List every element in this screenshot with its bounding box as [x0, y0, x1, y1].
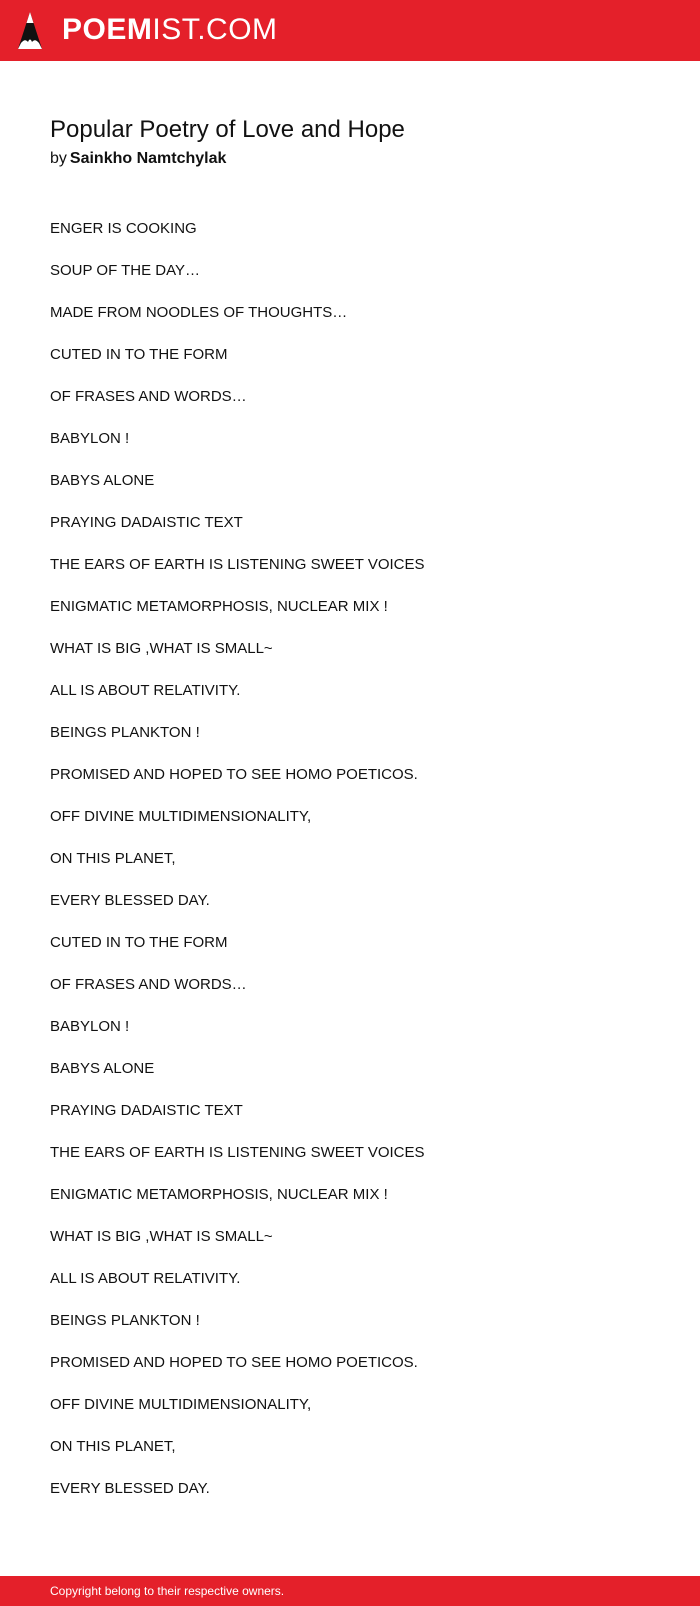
poem-line: EVERY BLESSED DAY. [50, 1480, 210, 1497]
poem-line: OF FRASES AND WORDS… [50, 388, 247, 405]
pencil-tip-icon[interactable] [17, 11, 43, 51]
poem-line: ALL IS ABOUT RELATIVITY. [50, 682, 241, 699]
byline [50, 148, 226, 170]
poem-line: ENIGMATIC METAMORPHOSIS, NUCLEAR MIX ! [50, 1186, 388, 1203]
poem-line: ON THIS PLANET, [50, 850, 176, 867]
poem-line: ON THIS PLANET, [50, 1438, 176, 1455]
poem-line: BABYLON ! [50, 430, 130, 447]
poem-line: ALL IS ABOUT RELATIVITY. [50, 1270, 241, 1287]
poem-line: MADE FROM NOODLES OF THOUGHTS… [50, 304, 348, 321]
poem-line: WHAT IS BIG ,WHAT IS SMALL~ [50, 1228, 273, 1245]
poem-line: PRAYING DADAISTIC TEXT [50, 1102, 243, 1119]
poem-line: BEINGS PLANKTON ! [50, 1312, 200, 1329]
poem-line: BABYLON ! [50, 1018, 130, 1035]
poem-line: EVERY BLESSED DAY. [50, 892, 210, 909]
poem-line: ENIGMATIC METAMORPHOSIS, NUCLEAR MIX ! [50, 598, 388, 615]
poem-line: BEINGS PLANKTON ! [50, 724, 200, 741]
logo-light-text: IST.COM [152, 13, 278, 46]
poem-line: BABYS ALONE [50, 472, 155, 489]
poem-line: ENGER IS COOKING [50, 220, 197, 237]
poem-line: PROMISED AND HOPED TO SEE HOMO POETICOS. [50, 1354, 418, 1371]
poem-line: OFF DIVINE MULTIDIMENSIONALITY, [50, 808, 312, 825]
poem-line: THE EARS OF EARTH IS LISTENING SWEET VOICES [50, 556, 425, 573]
author-name: Sainkho Namtchylak [69, 150, 227, 167]
poem-line: PRAYING DADAISTIC TEXT [50, 514, 243, 531]
poem-line: OFF DIVINE MULTIDIMENSIONALITY, [50, 1396, 312, 1413]
poem-line: OF FRASES AND WORDS… [50, 976, 247, 993]
poem-line: WHAT IS BIG ,WHAT IS SMALL~ [50, 640, 273, 657]
site-footer [0, 1576, 700, 1606]
poem-line: CUTED IN TO THE FORM [50, 934, 228, 951]
poem-title: Popular Poetry of Love and Hope [50, 116, 405, 143]
poem-line: PROMISED AND HOPED TO SEE HOMO POETICOS. [50, 766, 418, 783]
copyright-text: Copyright belong to their respective owners. [50, 1584, 285, 1598]
site-header [0, 0, 700, 61]
poem-body [50, 218, 670, 1520]
poem-line: CUTED IN TO THE FORM [50, 346, 228, 363]
by-label: by [50, 150, 67, 167]
poem-line: BABYS ALONE [50, 1060, 155, 1077]
poem-line: SOUP OF THE DAY… [50, 262, 201, 279]
site-logo-link[interactable] [62, 12, 278, 48]
logo-strong-text: POEM [62, 13, 153, 46]
poem-line: THE EARS OF EARTH IS LISTENING SWEET VOICES [50, 1144, 425, 1161]
